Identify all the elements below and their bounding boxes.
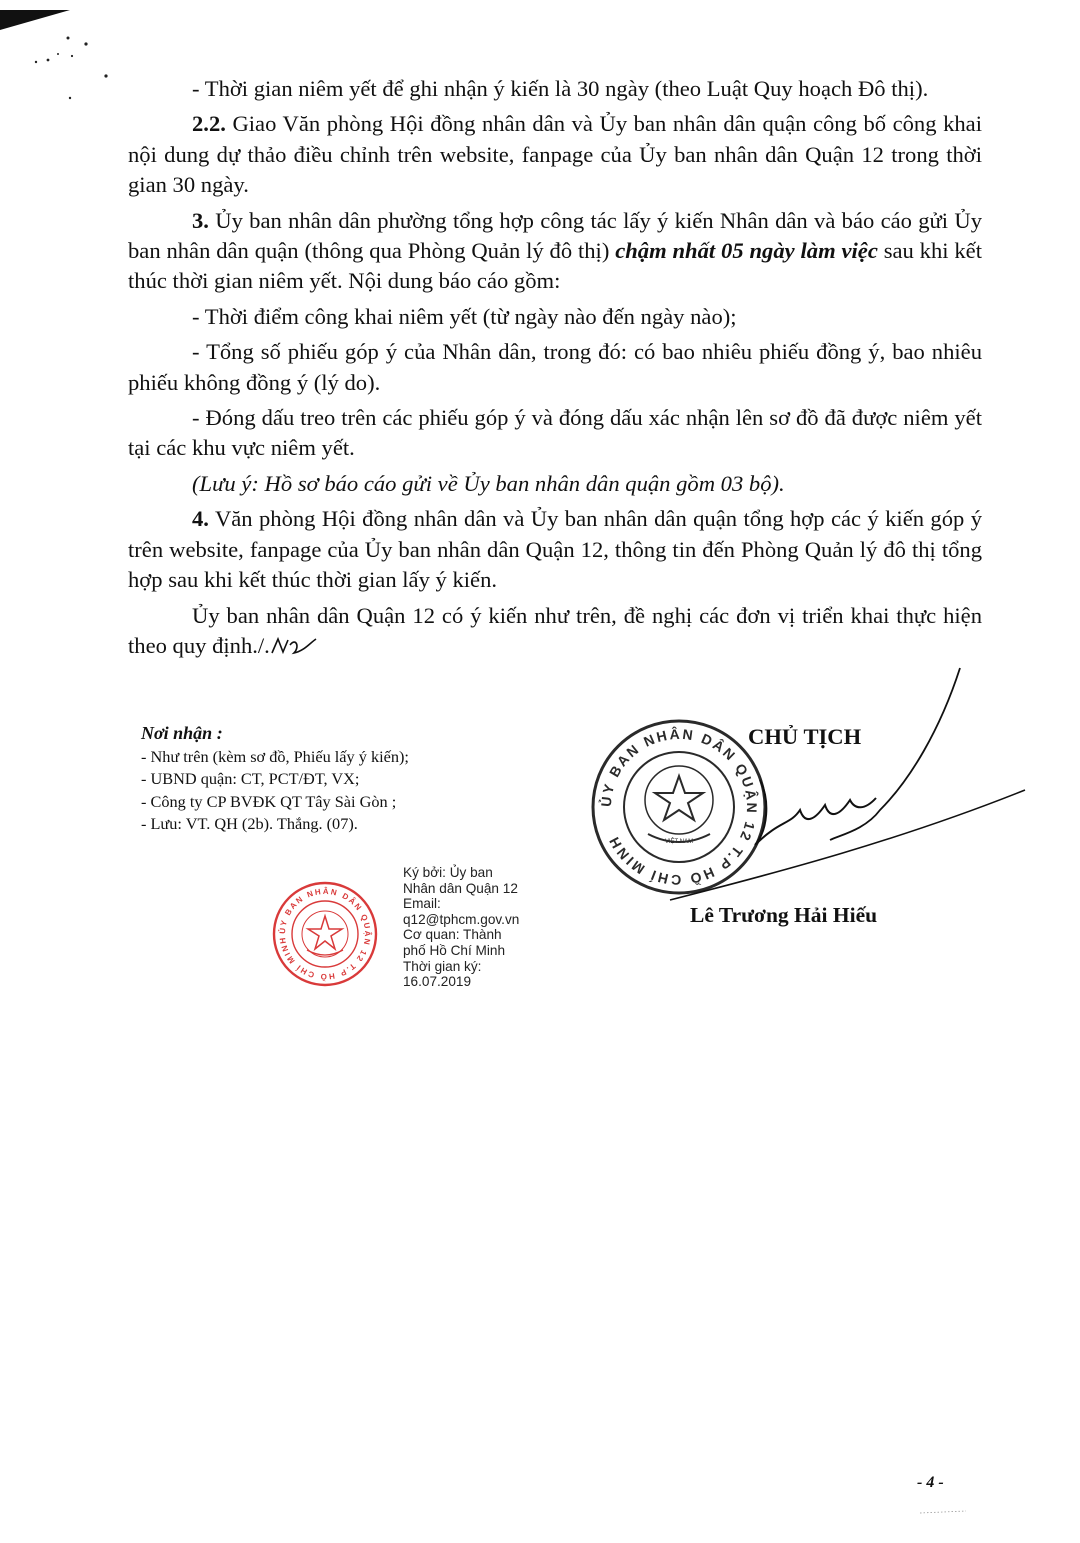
- digital-signature-info: [403, 865, 563, 990]
- digital-signature-line: Thời gian ký:: [403, 958, 482, 974]
- signer-name: Lê Trương Hải Hiếu: [690, 903, 878, 927]
- digital-signature-line: phố Hồ Chí Minh: [403, 942, 506, 958]
- paragraph-posting-time: - Thời gian niêm yết để ghi nhận ý kiến là 30 ngày (theo Luật Quy hoạch Đô thị).: [192, 76, 929, 101]
- official-seal-text: ỦY BAN NHÂN DÂN QUẬN 12 T.P HỒ CHÍ MINH: [597, 725, 761, 889]
- scan-specks: [28, 34, 118, 104]
- digital-signature-line: Nhân dân Quận 12: [403, 880, 518, 896]
- document-body: [128, 74, 982, 666]
- digital-seal-icon: [271, 880, 379, 988]
- digital-signature-line: q12@tphcm.gov.vn: [403, 911, 520, 927]
- page-number: - 4 -: [917, 1474, 944, 1491]
- scan-specks-bottom: [918, 1508, 968, 1516]
- report-item-stamp: - Đóng dấu treo trên các phiếu góp ý và đóng dấu xác nhận lên sơ đồ đã được niêm yết tại các khu vực niêm yết.: [128, 405, 982, 461]
- paragraph-4: 4. Văn phòng Hội đồng nhân dân và Ủy ban nhân dân quận tổng hợp các ý kiến góp ý trên website, fanpage của Ủy ban nhân dân Quận 12, thông tin đến Phòng Quản lý đô thị tổng hợp sau khi kết thúc thời gian lấy ý kiến.: [128, 506, 982, 593]
- closing-paragraph: Ủy ban nhân dân Quận 12 có ý kiến như trên, đề nghị các đơn vị triển khai thực hiện theo quy định./.: [128, 602, 982, 658]
- recipients-heading: Nơi nhận :: [141, 723, 223, 743]
- initials-mark: [270, 635, 318, 657]
- paragraph-number: 3.: [192, 207, 209, 233]
- digital-signature-line: Ký bởi: Ủy ban: [403, 865, 493, 880]
- paragraph-number: 2.2.: [192, 111, 226, 137]
- recipients-block: [141, 722, 541, 836]
- digital-signature-line: Email:: [403, 896, 441, 912]
- recipient-item: - Công ty CP BVĐK QT Tây Sài Gòn ;: [141, 791, 397, 811]
- paragraph-3: 3. Ủy ban nhân dân phường tổng hợp công tác lấy ý kiến Nhân dân và báo cáo gửi Ủy ban nhân dân quận (thông qua Phòng Quản lý đô thị) chậm nhất 05 ngày làm việc sau khi kết thúc thời gian niêm yết. Nội dung báo cáo gồm:: [128, 207, 982, 294]
- scan-corner-mark: [0, 8, 72, 34]
- digital-signature-line: 16.07.2019: [403, 974, 472, 990]
- report-item-votes: - Tổng số phiếu góp ý của Nhân dân, trong đó: có bao nhiêu phiếu đồng ý, bao nhiêu phiếu không đồng ý (lý do).: [128, 339, 982, 395]
- digital-signature-line: Cơ quan: Thành: [403, 927, 502, 943]
- paragraph-2-2: 2.2. Giao Văn phòng Hội đồng nhân dân và Ủy ban nhân dân quận công bố công khai nội dung dự thảo điều chỉnh trên website, fanpage của Ủy ban nhân dân Quận 12 trong thời gian 30 ngày.: [128, 111, 982, 198]
- recipient-item: - UBND quận: CT, PCT/ĐT, VX;: [141, 769, 360, 789]
- recipient-item: - Lưu: VT. QH (2b). Thắng. (07).: [141, 814, 358, 834]
- deadline-emphasis: chậm nhất 05 ngày làm việc: [615, 238, 878, 264]
- report-item-time: - Thời điểm công khai niêm yết (từ ngày nào đến ngày nào);: [192, 303, 737, 329]
- emblem-text: VIỆT NAM: [664, 839, 694, 845]
- signer-title: CHỦ TỊCH: [748, 724, 862, 749]
- small-seal-text: ỦY BAN NHÂN DÂN QUẬN 12 T.P HỒ CHÍ MINH: [277, 886, 373, 982]
- handwritten-signature: [640, 660, 1040, 920]
- paragraph-number: 4.: [192, 506, 209, 532]
- recipient-item: - Như trên (kèm sơ đồ, Phiếu lấy ý kiến);: [141, 746, 409, 766]
- note-paragraph: (Lưu ý: Hồ sơ báo cáo gửi về Ủy ban nhân dân quận gồm 03 bộ).: [192, 470, 785, 496]
